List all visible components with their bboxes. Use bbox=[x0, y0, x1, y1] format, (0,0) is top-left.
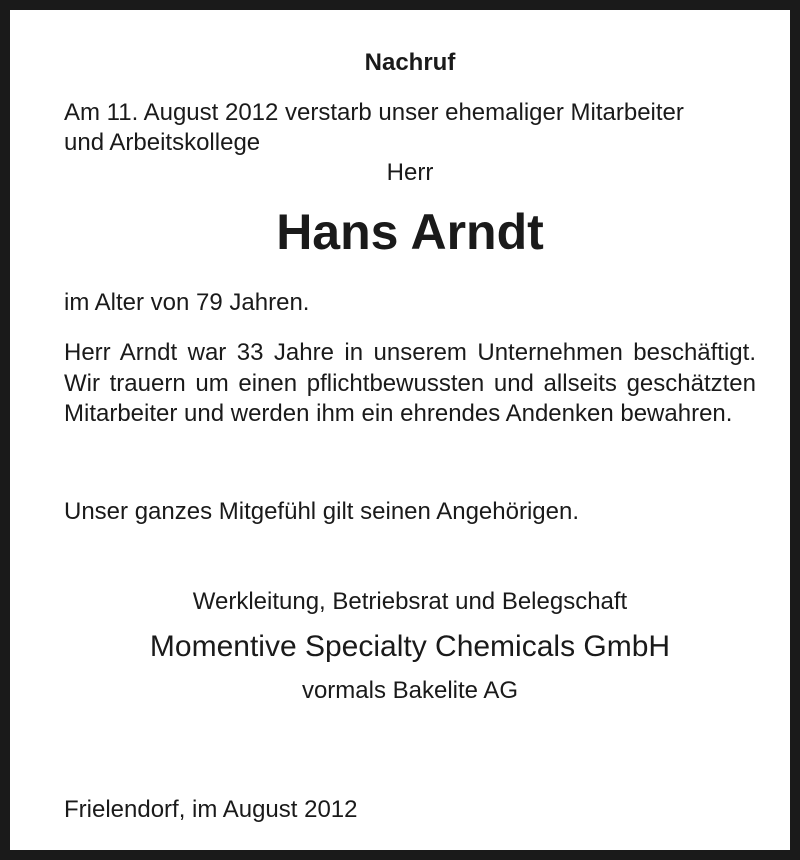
deceased-name: Hans Arndt bbox=[276, 204, 544, 260]
former-company-name: vormals Bakelite AG bbox=[301, 677, 519, 704]
intro-line-1: Am 11. August 2012 verstarb unser ehemaliger Mitarbeiter bbox=[64, 99, 684, 126]
place-date: Frielendorf, im August 2012 bbox=[64, 796, 358, 823]
condolence-line: Unser ganzes Mitgefühl gilt seinen Angehörigen. bbox=[64, 498, 579, 525]
signatories-line: Werkleitung, Betriebsrat und Belegschaft bbox=[192, 588, 628, 615]
obituary-heading: Nachruf bbox=[364, 49, 456, 76]
company-name: Momentive Specialty Chemicals GmbH bbox=[149, 630, 671, 663]
tribute-paragraph: Herr Arndt war 33 Jahre in unserem Unternehmen beschäftigt. Wir trauern um einen pflichtbewussten und allseits geschätzten Mitarbeiter und werden ihm ein ehrendes Andenken bewahren. bbox=[64, 339, 756, 427]
intro-line-2: und Arbeitskollege bbox=[64, 129, 261, 156]
salutation: Herr bbox=[386, 159, 434, 186]
age-line: im Alter von 79 Jahren. bbox=[64, 289, 310, 316]
